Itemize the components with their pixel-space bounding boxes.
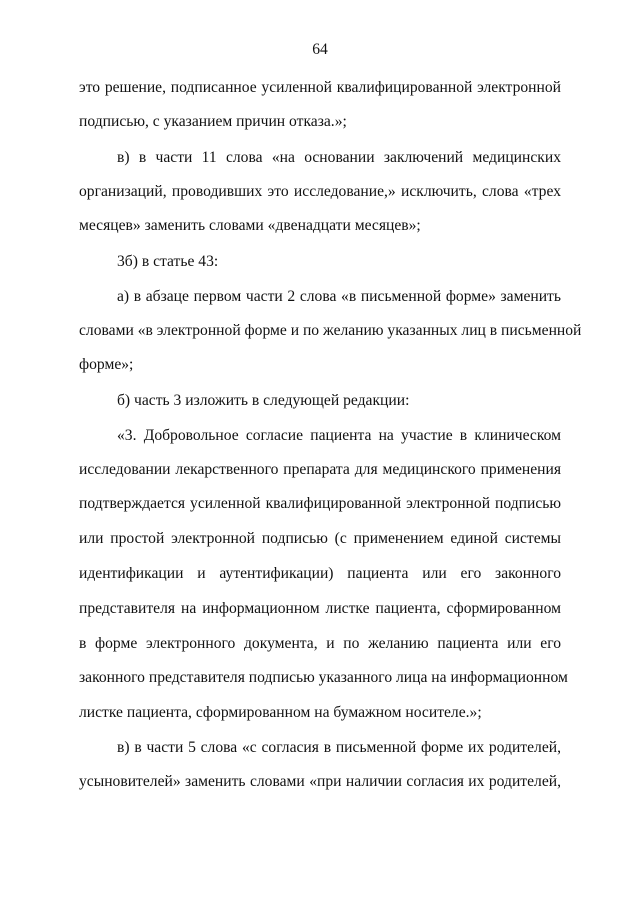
text-line: подтверждается усиленной квалифицированной электронной подписью xyxy=(79,495,561,512)
text-line: подписью, с указанием причин отказа.»; xyxy=(79,113,347,130)
text-line: или простой электронной подписью (с применением единой системы xyxy=(79,530,561,547)
text-line: это решение, подписанное усиленной квалифицированной электронной xyxy=(79,79,561,96)
text-line: б) часть 3 изложить в следующей редакции: xyxy=(117,392,410,409)
text-line: в) в части 11 слова «на основании заключений медицинских xyxy=(117,149,561,166)
text-line: идентификации и аутентификации) пациента или его законного xyxy=(79,565,561,582)
text-line: в) в части 5 слова «с согласия в письменной форме их родителей, xyxy=(117,739,561,756)
page-number: 64 xyxy=(312,41,328,58)
text-line: законного представителя подписью указанного лица на информационном xyxy=(79,669,568,686)
text-line: словами «в электронной форме и по желанию указанных лиц в письменной xyxy=(79,322,582,339)
text-line: в форме электронного документа, и по желанию пациента или его xyxy=(79,635,561,652)
text-line: 3б) в статье 43: xyxy=(117,253,219,270)
text-line: представителя на информационном листке пациента, сформированном xyxy=(79,600,561,617)
text-line: месяцев» заменить словами «двенадцати месяцев»; xyxy=(79,217,421,234)
text-line: усыновителей» заменить словами «при наличии согласия их родителей, xyxy=(79,773,561,790)
text-line: организаций, проводивших это исследование,» исключить, слова «трех xyxy=(79,183,561,200)
text-line: листке пациента, сформированном на бумажном носителе.»; xyxy=(79,704,482,721)
text-line: исследовании лекарственного препарата для медицинского применения xyxy=(79,461,561,478)
text-line: форме»; xyxy=(79,356,134,373)
text-line: «3. Добровольное согласие пациента на участие в клиническом xyxy=(117,427,561,444)
text-line: а) в абзаце первом части 2 слова «в письменной форме» заменить xyxy=(117,288,561,305)
